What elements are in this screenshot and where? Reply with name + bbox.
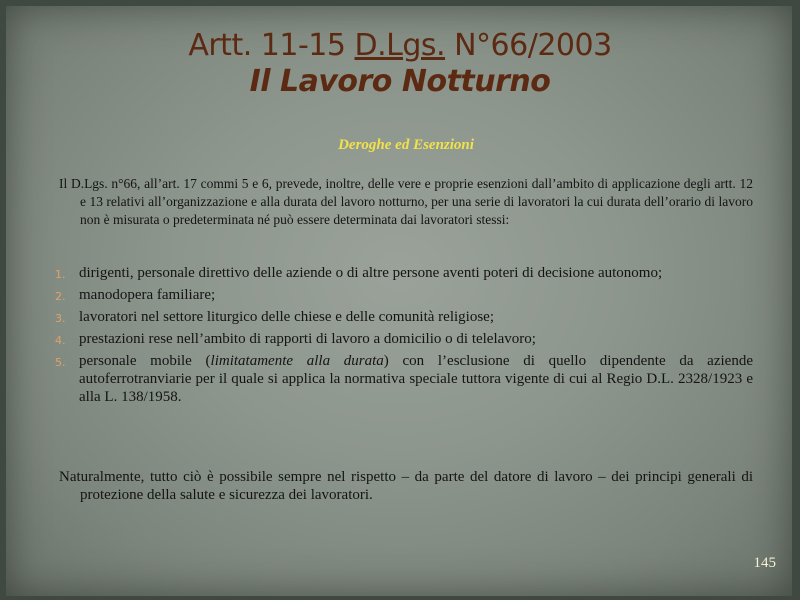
list-item-text: manodopera familiare;	[79, 287, 216, 303]
title-line-1	[0, 28, 800, 64]
list-item-text-after: ) con l’esclusione di quello dipendente da aziende autoferrotranviarie per il quale si applica la normativa speciale tuttora vigente di cui al Regio D.L. 2328/1923 e alla L. 138/1958.	[79, 353, 753, 405]
list-item	[55, 264, 753, 282]
list-number: 4.	[55, 334, 66, 347]
title-line-2: Il Lavoro Notturno	[249, 64, 551, 99]
closing-paragraph: Naturalmente, tutto ciò è possibile sempre nel rispetto – da parte del datore di lavoro – dei principi generali di protezione della salute e sicurezza dei lavoratori.	[59, 469, 753, 503]
title-suffix: N°66/2003	[445, 28, 612, 63]
list-item	[55, 286, 753, 304]
list-item-text: lavoratori nel settore liturgico delle chiese e delle comunità religiose;	[79, 309, 494, 325]
list-number: 3.	[55, 312, 66, 325]
list-item	[55, 330, 753, 348]
intro-paragraph: Il D.Lgs. n°66, all’art. 17 commi 5 e 6, prevede, inoltre, delle vere e proprie esenzioni dall’ambito di applicazione degli artt. 12 e 13 relativi all’organizzazione e alla durata del lavoro notturno, per una serie di lavoratori la cui durata dell’orario di lavoro non è misurata o predeterminata né può essere determinata dai lavoratori stessi:	[59, 176, 753, 227]
list-item-text-before: personale mobile (	[79, 353, 211, 369]
list-item	[55, 308, 753, 326]
slide-subtitle: Deroghe ed Esenzioni	[338, 137, 474, 153]
exemption-list	[55, 264, 753, 410]
page-number: 145	[753, 555, 776, 571]
list-number: 5.	[55, 356, 66, 369]
list-item	[55, 352, 753, 406]
list-item-text: dirigenti, personale direttivo delle aziende o di altre persone aventi poteri di decisione autonomo;	[79, 265, 663, 281]
list-number: 2.	[55, 290, 66, 303]
title-prefix: Artt. 11-15	[188, 28, 355, 63]
title-underlined: D.Lgs.	[354, 28, 446, 63]
list-item-text: prestazioni rese nell’ambito di rapporti di lavoro a domicilio o di telelavoro;	[79, 331, 536, 347]
list-number: 1.	[55, 268, 66, 281]
slide-title	[0, 28, 800, 100]
list-item-text-italic: limitatamente alla durata	[210, 353, 384, 369]
